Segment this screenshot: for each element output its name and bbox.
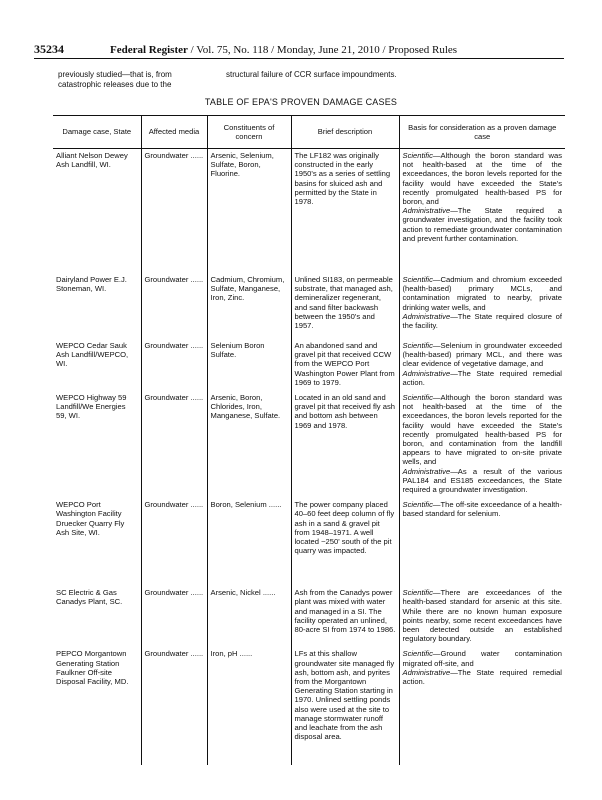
description-cell: Located in an old sand and gravel pit that received fly ash and bottom ash between 1969 and 1978. bbox=[291, 391, 399, 498]
basis-paragraph bbox=[403, 668, 563, 686]
basis-label: Administrative bbox=[402, 206, 451, 216]
column-header: Brief description bbox=[291, 116, 399, 149]
affected-media-cell: Groundwater ...... bbox=[141, 273, 207, 339]
intro-right-column: structural failure of CCR surface impoundments. bbox=[226, 70, 397, 79]
basis-text: —The State required remedial action. bbox=[402, 368, 562, 387]
basis-paragraph bbox=[403, 588, 563, 643]
damage-case-cell: WEPCO Cedar Sauk Ash Landfill/WEPCO, WI. bbox=[53, 339, 141, 391]
basis-paragraph bbox=[403, 500, 563, 518]
table-row bbox=[53, 647, 565, 765]
basis-cell bbox=[399, 647, 565, 765]
basis-text: —Cadmium and chromium exceeded (health-based) primary MCLs, and contamination migrated to nearby, private drinking water wells, and bbox=[402, 275, 562, 312]
column-header: Constituents of concern bbox=[207, 116, 291, 149]
page-header bbox=[34, 42, 564, 57]
basis-text: —The off-site exceedance of a health-based standard for selenium. bbox=[402, 500, 562, 519]
basis-cell bbox=[399, 149, 565, 274]
basis-text: —Selenium in groundwater exceeded (health-based) primary MCL, and there was clear evidence of vegetative damage, and bbox=[402, 341, 562, 369]
constituents-cell: Arsenic, Selenium, Sulfate, Boron, Fluorine. bbox=[207, 149, 291, 274]
basis-text: —The State required a groundwater investigation, and the facility took action to remediate groundwater contamination and prevent further contamination. bbox=[402, 206, 562, 243]
basis-paragraph bbox=[403, 393, 563, 467]
affected-media-cell: Groundwater ...... bbox=[141, 149, 207, 274]
table-row bbox=[53, 149, 565, 274]
table-row bbox=[53, 339, 565, 391]
journal-name: Federal Register bbox=[110, 44, 188, 56]
journal-details: / Vol. 75, No. 118 / Monday, June 21, 2010 / Proposed Rules bbox=[187, 44, 458, 56]
basis-cell bbox=[399, 586, 565, 647]
affected-media-cell: Groundwater ...... bbox=[141, 339, 207, 391]
table-header-row bbox=[53, 116, 565, 149]
affected-media-cell: Groundwater ...... bbox=[141, 586, 207, 647]
basis-paragraph bbox=[403, 275, 563, 312]
affected-media-cell: Groundwater ...... bbox=[141, 391, 207, 498]
damage-case-cell: PEPCO Morgantown Generating Station Faulkner Off-site Disposal Facility, MD. bbox=[53, 647, 141, 765]
basis-paragraph bbox=[403, 649, 563, 667]
basis-cell bbox=[399, 391, 565, 498]
page-number: 35234 bbox=[34, 42, 64, 56]
basis-label: Scientific bbox=[402, 500, 433, 510]
basis-paragraph bbox=[403, 312, 563, 330]
basis-label: Scientific bbox=[402, 588, 433, 598]
basis-label: Scientific bbox=[402, 649, 433, 659]
description-cell: Ash from the Canadys power plant was mixed with water and managed in a SI. The facility operated an unlined, 80-acre SI from 1974 to 1986. bbox=[291, 586, 399, 647]
basis-cell bbox=[399, 273, 565, 339]
constituents-cell: Cadmium, Chromium, Sulfate, Manganese, Iron, Zinc. bbox=[207, 273, 291, 339]
intro-left-column: previously studied—that is, from catastrophic releases due to the bbox=[58, 70, 172, 89]
column-header: Damage case, State bbox=[53, 116, 141, 149]
damage-case-cell: WEPCO Port Washington Facility Druecker Quarry Fly Ash Site, WI. bbox=[53, 498, 141, 586]
description-cell: The LF182 was originally constructed in the early 1950's as a series of settling basins for sluiced ash and permitted by the State in 1978. bbox=[291, 149, 399, 274]
basis-label: Administrative bbox=[402, 311, 451, 321]
journal-line bbox=[110, 44, 457, 56]
constituents-cell: Boron, Selenium ...... bbox=[207, 498, 291, 586]
affected-media-cell: Groundwater ...... bbox=[141, 498, 207, 586]
basis-label: Scientific bbox=[402, 341, 433, 350]
basis-text: —There are exceedances of the health-based standard for arsenic at this site. While there are no known human exposure points nearby, some recent exceedances have been detected outside an established regulatory boundary. bbox=[402, 588, 562, 644]
basis-text: —Although the boron standard was not health-based at the time of the exceedances, the boron levels reported for the facility would have exceeded the State's recently promulgated health-based PS for boron, and bbox=[402, 151, 562, 207]
damage-cases-table bbox=[53, 115, 565, 765]
description-cell: An abandoned sand and gravel pit that received CCW from the WEPCO Port Washington Power Plant from 1969 to 1979. bbox=[291, 339, 399, 391]
basis-label: Scientific bbox=[402, 275, 433, 284]
basis-paragraph bbox=[403, 206, 563, 243]
column-header: Affected media bbox=[141, 116, 207, 149]
constituents-cell: Arsenic, Boron, Chlorides, Iron, Manganese, Sulfate. bbox=[207, 391, 291, 498]
table-row bbox=[53, 498, 565, 586]
basis-label: Administrative bbox=[402, 466, 451, 476]
damage-case-cell: Dairyland Power E.J. Stoneman, WI. bbox=[53, 273, 141, 339]
constituents-cell: Iron, pH ...... bbox=[207, 647, 291, 765]
basis-text: —The State required remedial action. bbox=[402, 667, 562, 687]
basis-label: Administrative bbox=[402, 368, 451, 378]
description-cell: Unlined SI183, on permeable substrate, that managed ash, demineralizer regenerant, and sand filter backwash between the 1950's and 1957. bbox=[291, 273, 399, 339]
description-cell: The power company placed 40–60 feet deep column of fly ash in a sand & gravel pit from 1948–1971. A well located ~250' south of the pit quarry was impacted. bbox=[291, 498, 399, 586]
basis-cell bbox=[399, 339, 565, 391]
constituents-cell: Selenium Boron Sulfate. bbox=[207, 339, 291, 391]
damage-case-cell: SC Electric & Gas Canadys Plant, SC. bbox=[53, 586, 141, 647]
column-header: Basis for consideration as a proven damage case bbox=[399, 116, 565, 149]
basis-label: Administrative bbox=[402, 667, 451, 677]
damage-case-cell: Alliant Nelson Dewey Ash Landfill, WI. bbox=[53, 149, 141, 274]
description-cell: LFs at this shallow groundwater site managed fly ash, bottom ash, and pyrites from the Morgantown Generating Station starting in 1970. Unlined settling ponds also were used at the site to manage stormwater runoff and leachate from the ash disposal area. bbox=[291, 647, 399, 765]
basis-label: Scientific bbox=[402, 393, 433, 403]
basis-paragraph bbox=[403, 151, 563, 206]
basis-text: —The State required closure of the facility. bbox=[402, 311, 562, 331]
basis-text: —As a result of the various PAL184 and ES185 exceedances, the State required a groundwater investigation. bbox=[402, 466, 562, 495]
table-title: TABLE OF EPA'S PROVEN DAMAGE CASES bbox=[204, 97, 398, 107]
basis-cell bbox=[399, 498, 565, 586]
basis-paragraph bbox=[403, 467, 563, 495]
basis-paragraph bbox=[403, 341, 563, 369]
affected-media-cell: Groundwater ...... bbox=[141, 647, 207, 765]
constituents-cell: Arsenic, Nickel ...... bbox=[207, 586, 291, 647]
basis-text: —Although the boron standard was not health-based at the time of the exceedances, the boron levels reported for the facility would have exceeded the State's recently promulgated health-based PS for boron, and contamination from the landfill appears to have migrated to on-site private wells, and bbox=[402, 393, 562, 467]
table-row bbox=[53, 273, 565, 339]
header-rule bbox=[34, 58, 564, 59]
table-body bbox=[53, 149, 565, 766]
basis-label: Scientific bbox=[402, 151, 433, 160]
table-row bbox=[53, 586, 565, 647]
basis-paragraph bbox=[403, 369, 563, 387]
basis-text: —Ground water contamination migrated off-site, and bbox=[402, 649, 562, 668]
damage-case-cell: WEPCO Highway 59 Landfill/We Energies 59, WI. bbox=[53, 391, 141, 498]
table-row bbox=[53, 391, 565, 498]
